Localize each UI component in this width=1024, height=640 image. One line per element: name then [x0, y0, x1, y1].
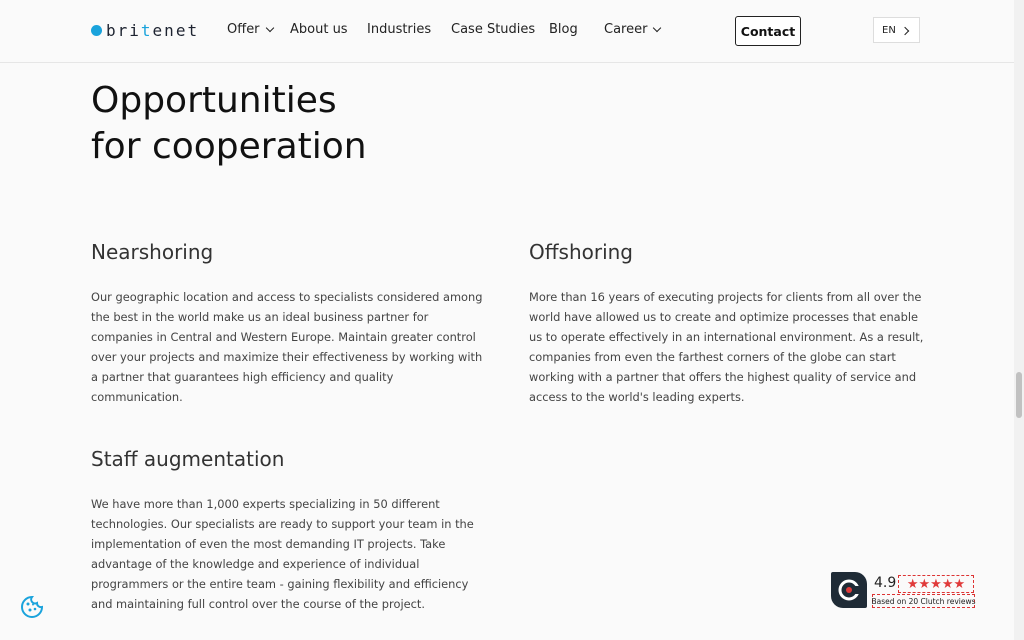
nav-item-about-us[interactable]: About us	[290, 22, 348, 37]
page-title: Opportunities for cooperation	[91, 80, 367, 167]
section-heading: Staff augmentation	[91, 447, 285, 471]
section-offshoring	[529, 239, 924, 407]
clutch-logo-icon	[831, 572, 867, 608]
site-header	[0, 0, 1014, 63]
chevron-down-icon	[265, 23, 273, 31]
chevron-down-icon	[653, 23, 661, 31]
nav-item-offer[interactable]: Offer	[227, 22, 273, 37]
language-label: EN	[882, 24, 896, 36]
section-body: Our geographic location and access to specialists considered among the best in the world make us an ideal business partner for companies in Central and Western Europe. Maintain greater control over your projects and maximize their effectiveness by working with a partner that guarantees high efficiency and quality communication.	[91, 290, 483, 404]
section-heading: Nearshoring	[91, 240, 214, 264]
section-body: More than 16 years of executing projects for clients from all over the world have allowed us to create and optimize processes that enable us to operate effectively in an international environment. As a result, companies from even the farthest corners of the globe can start working with a partner that offers the highest quality of service and access to the world's leading experts.	[529, 290, 924, 404]
section-heading: Offshoring	[529, 240, 634, 264]
clutch-reviews-count: Based on 20 Clutch reviews	[872, 594, 975, 608]
page-scrollbar[interactable]	[1014, 0, 1024, 640]
nav-item-case-studies[interactable]: Case Studies	[451, 22, 536, 37]
logo-dot-icon	[91, 25, 102, 36]
clutch-stars: ★★★★★	[898, 575, 974, 593]
chevron-right-icon	[901, 27, 909, 35]
cookie-icon[interactable]	[20, 595, 44, 619]
contact-button[interactable]: Contact	[735, 16, 801, 46]
section-body: We have more than 1,000 experts specializing in 50 different technologies. Our specialists are ready to support your team in the implementation of even the most demanding IT projects. Take advantage of the knowledge and experience of individual programmers or the entire team - gaining flexibility and efficiency and maintaining full control over the course of the project.	[91, 497, 474, 611]
section-nearshoring	[91, 239, 486, 407]
clutch-reviews-widget[interactable]	[831, 572, 975, 608]
nav-item-blog[interactable]: Blog	[549, 22, 578, 37]
nav-item-career[interactable]: Career	[604, 22, 660, 37]
section-staff-augmentation	[91, 446, 486, 614]
clutch-rating: 4.9	[874, 575, 897, 591]
logo-text: britenet	[106, 20, 200, 40]
nav-item-industries[interactable]: Industries	[367, 22, 432, 37]
scrollbar-thumb[interactable]	[1016, 372, 1022, 418]
language-selector[interactable]	[873, 17, 920, 43]
britenet-logo[interactable]	[91, 19, 199, 41]
